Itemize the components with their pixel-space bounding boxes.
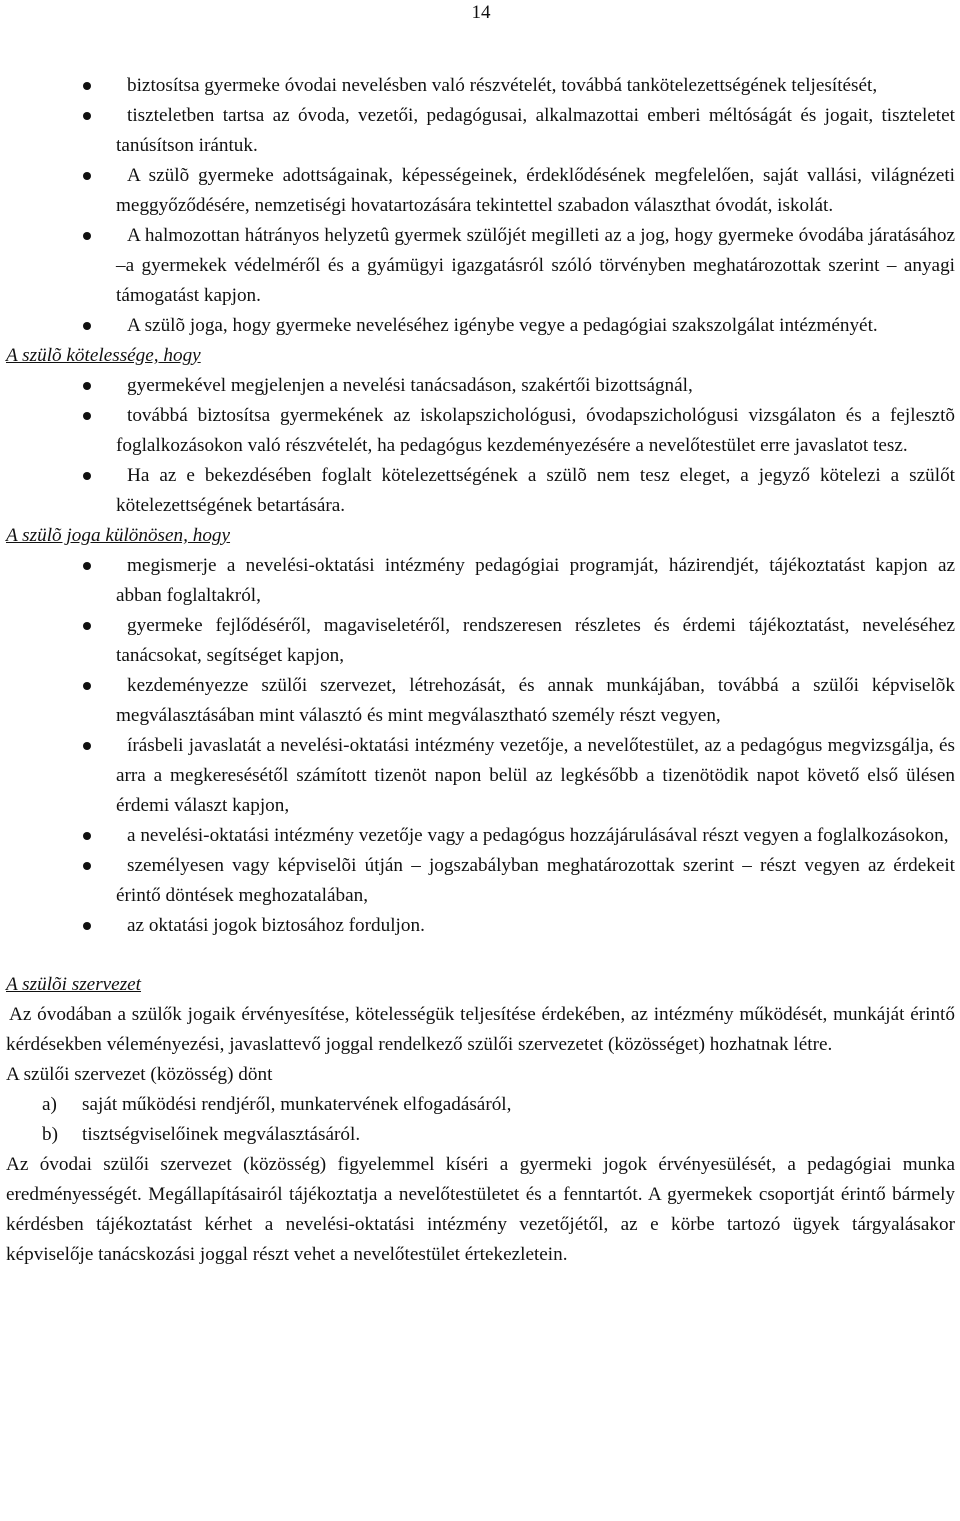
paragraph-organization: Az óvodában a szülők jogaik érvényesítése, kötelességük teljesítése érdekében, az intézmény működését, munkáját érintő kérdésekben véleményezési, javaslattevő joggal rendelkező szülői szervezetet (közösséget) hozhatnak létre. bbox=[6, 1004, 955, 1055]
list-item: megismerje a nevelési-oktatási intézmény pedagógiai programját, házirendjét, tájékoztatást kapjon az abban foglaltakról, bbox=[6, 551, 955, 611]
parent-special-rights-list bbox=[6, 551, 955, 941]
bullet-icon bbox=[83, 82, 91, 90]
decision-list bbox=[6, 1090, 955, 1150]
list-item: az oktatási jogok biztosához forduljon. bbox=[6, 911, 955, 941]
paragraph-decides: A szülői szervezet (közösség) dönt bbox=[6, 1064, 273, 1085]
bullet-icon bbox=[83, 412, 91, 420]
bullet-icon bbox=[83, 232, 91, 240]
list-item: biztosítsa gyermeke óvodai nevelésben való részvételét, továbbá tankötelezettségének teljesítését, bbox=[6, 71, 955, 101]
list-item: a) saját működési rendjéről, munkatervének elfogadásáról, bbox=[6, 1090, 955, 1120]
bullet-icon bbox=[83, 562, 91, 570]
bullet-icon bbox=[83, 172, 91, 180]
heading-parent-rights: A szülõ joga különösen, hogy bbox=[6, 525, 231, 546]
list-item: A halmozottan hátrányos helyzetû gyermek szülőjét megilleti az a jog, hogy gyermeke óvodába járatásához –a gyermekek védelméről és a gyámügyi igazgatásról szóló törvényben meghatározottak szerint – anyagi támogatást kapjon. bbox=[6, 221, 955, 311]
list-item: gyermekével megjelenjen a nevelési tanácsadáson, szakértői bizottságnál, bbox=[6, 371, 955, 401]
list-item: írásbeli javaslatát a nevelési-oktatási intézmény vezetője, a nevelőtestület, az a pedagógus megvizsgálja, és arra a megkeresésétől számított tizenöt napon belül az legkésőbb a tizenötödik napot követő első ülésen érdemi választ kapjon, bbox=[6, 731, 955, 821]
list-item: gyermeke fejlődéséről, magaviseletéről, rendszeresen részletes és érdemi tájékoztatást, neveléséhez tanácsokat, segítséget kapjon, bbox=[6, 611, 955, 671]
bullet-icon bbox=[83, 622, 91, 630]
bullet-icon bbox=[83, 922, 91, 930]
list-item: tiszteletben tartsa az óvoda, vezetői, pedagógusai, alkalmazottai emberi méltóságát és jogait, tiszteletet tanúsítson irántuk. bbox=[6, 101, 955, 161]
list-item: A szülõ joga, hogy gyermeke neveléséhez igénybe vegye a pedagógiai szakszolgálat intézményét. bbox=[6, 311, 955, 341]
bullet-icon bbox=[83, 112, 91, 120]
bullet-icon bbox=[83, 682, 91, 690]
bullet-icon bbox=[83, 382, 91, 390]
paragraph-final: Az óvodai szülői szervezet (közösség) figyelemmel kíséri a gyermeki jogok érvényesülését, a pedagógiai munka eredményességét. Megállapításairól tájékoztatja a nevelőtestületet és a fenntartót. A gyermekek csoportját érintő bármely kérdésben tájékoztatást kérhet a nevelési-oktatási intézmény vezetőjétől, az e körbe tartozó ügyek tárgyalásakor képviselője tanácskozási joggal részt vehet a nevelőtestület értekezletein. bbox=[6, 1154, 955, 1265]
heading-parent-organization: A szülõi szervezet bbox=[6, 974, 142, 995]
list-marker: b) bbox=[42, 1124, 58, 1145]
list-item: továbbá biztosítsa gyermekének az iskolapszichológusi, óvodapszichológusi vizsgálaton és a fejlesztõ foglalkozásokon való részvételét, ha pedagógus kezdeményezésére a nevelőtestület erre javaslatot tesz. bbox=[6, 401, 955, 461]
bullet-icon bbox=[83, 862, 91, 870]
page-number: 14 bbox=[471, 2, 491, 23]
document-body bbox=[6, 71, 955, 1270]
bullet-icon bbox=[83, 832, 91, 840]
list-item: b) tisztségviselőinek megválasztásáról. bbox=[6, 1120, 955, 1150]
bullet-icon bbox=[83, 472, 91, 480]
parent-obligations-list bbox=[6, 371, 955, 521]
list-item: kezdeményezze szülői szervezet, létrehozását, és annak munkájában, továbbá a szülői képviselõk megválasztásában mint választó és mint megválasztható személy részt vegyen, bbox=[6, 671, 955, 731]
heading-parent-obligations: A szülõ kötelessége, hogy bbox=[6, 345, 201, 366]
parent-rights-list bbox=[6, 71, 955, 341]
list-item: személyesen vagy képviselõi útján – jogszabályban meghatározottak szerint – részt vegyen az érdekeit érintő döntések meghozatalában, bbox=[6, 851, 955, 911]
list-item: Ha az e bekezdésében foglalt kötelezettségének a szülõ nem tesz eleget, a jegyző kötelezi a szülőt kötelezettségének betartására. bbox=[6, 461, 955, 521]
list-item: a nevelési-oktatási intézmény vezetője vagy a pedagógus hozzájárulásával részt vegyen a foglalkozásokon, bbox=[6, 821, 955, 851]
list-marker: a) bbox=[42, 1094, 57, 1115]
bullet-icon bbox=[83, 322, 91, 330]
bullet-icon bbox=[83, 742, 91, 750]
list-item: A szülõ gyermeke adottságainak, képességeinek, érdeklődésének megfelelően, saját vallási, világnézeti meggyőződésére, nemzetiségi hovatartozására tekintettel szabadon választhat óvodát, iskolát. bbox=[6, 161, 955, 221]
